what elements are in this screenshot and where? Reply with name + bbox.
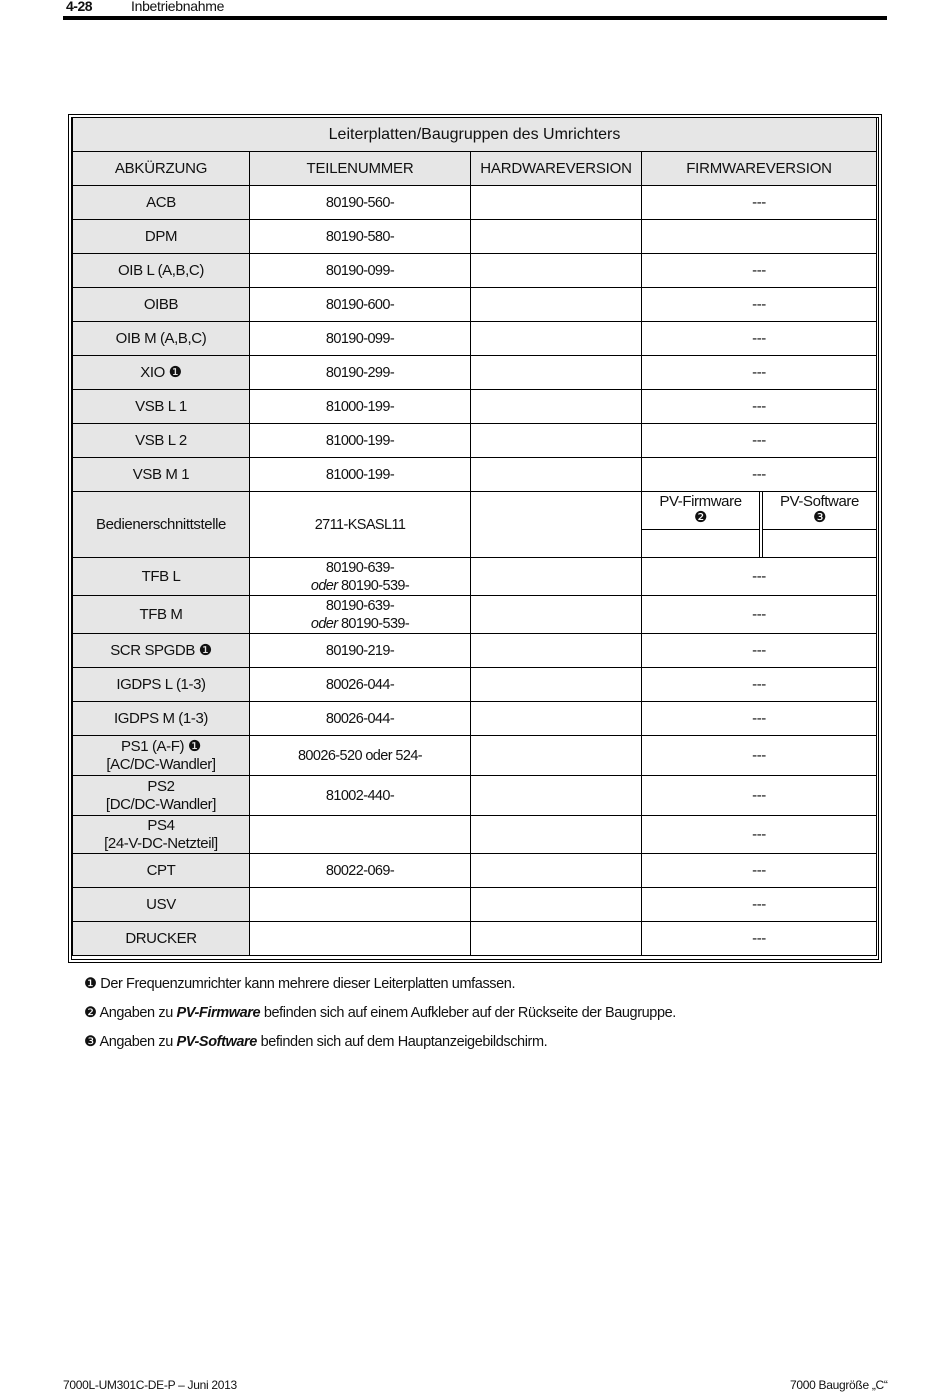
row-teilenummer: 80026-520 oder 524- [249,735,471,776]
column-header-teilenummer: TEILENUMMER [249,151,471,186]
row-teilenummer: 81000-199- [249,389,471,424]
teilenummer-or: oder [310,577,338,594]
row-firmwareversion: --- [641,355,877,390]
row-teilenummer: 80190-580- [249,219,471,254]
teilenummer-alt: 80190-539- [340,615,410,632]
row-abkuerzung: IGDPS M (1-3) [72,701,250,736]
row-firmwareversion: --- [641,921,877,956]
table-title: Leiterplatten/Baugruppen des Umrichters [72,117,877,152]
row-hardwareversion [470,491,642,558]
row-hardwareversion [470,557,642,596]
row-abkuerzung: USV [72,887,250,922]
row-firmwareversion: --- [641,775,877,816]
row-teilenummer: 80022-069- [249,853,471,888]
row-abkuerzung: IGDPS L (1-3) [72,667,250,702]
row-teilenummer: 80190-099- [249,321,471,356]
teilenummer-line: 80190-639- [325,597,395,614]
pv-firmware-marker: ❷ [693,509,708,526]
row-abkuerzung: OIB L (A,B,C) [72,253,250,288]
header-rule [63,16,887,20]
note-marker: ❶ [84,976,97,992]
row-hardwareversion [470,219,642,254]
teilenummer-or: oder [310,615,338,632]
pv-software-header [762,491,877,530]
row-teilenummer: 80190-099- [249,253,471,288]
row-abkuerzung: CPT [72,853,250,888]
footer-document-id: 7000L-UM301C-DE-P – Juni 2013 [63,1378,237,1392]
row-hardwareversion [470,321,642,356]
row-abkuerzung: DRUCKER [72,921,250,956]
row-firmwareversion: --- [641,595,877,634]
row-hardwareversion [470,253,642,288]
row-hardwareversion [470,423,642,458]
row-teilenummer: 80190-600- [249,287,471,322]
note-text: Angaben zu [99,1005,177,1021]
row-firmwareversion: --- [641,389,877,424]
row-abkuerzung: OIB M (A,B,C) [72,321,250,356]
row-abkuerzung: TFB L [72,557,250,596]
row-abkuerzung: OIBB [72,287,250,322]
pv-firmware-value [641,529,760,558]
column-header-firmwareversion: FIRMWAREVERSION [641,151,877,186]
pv-software-label: PV-Software [780,493,859,510]
row-teilenummer [249,921,471,956]
row-abkuerzung: Bedienerschnittstelle [72,491,250,558]
row-abkuerzung: VSB M 1 [72,457,250,492]
row-teilenummer: 80190-560- [249,185,471,220]
row-hardwareversion [470,775,642,816]
row-hardwareversion [470,921,642,956]
abkuerzung-line: PS1 (A-F) ❶ [121,737,201,755]
row-abkuerzung: VSB L 1 [72,389,250,424]
pv-software-marker: ❸ [812,509,827,526]
row-teilenummer: 80190-299- [249,355,471,390]
row-abkuerzung [72,735,250,776]
row-hardwareversion [470,595,642,634]
row-teilenummer: 80026-044- [249,701,471,736]
row-firmwareversion: --- [641,321,877,356]
abkuerzung-line: PS4 [147,816,175,834]
note-2 [84,1005,676,1021]
row-teilenummer: 2711-KSASL11 [249,491,471,558]
note-emphasis: PV-Firmware [176,1005,261,1021]
row-abkuerzung: DPM [72,219,250,254]
row-teilenummer: 81000-199- [249,423,471,458]
note-text: Angaben zu [99,1034,177,1050]
row-firmwareversion: --- [641,815,877,854]
note-3 [84,1034,547,1050]
row-firmwareversion: --- [641,185,877,220]
row-firmwareversion: --- [641,667,877,702]
row-hardwareversion [470,701,642,736]
section-title: Inbetriebnahme [131,0,225,14]
row-firmwareversion: --- [641,423,877,458]
row-hardwareversion [470,457,642,492]
note-1 [84,976,515,992]
row-abkuerzung: ACB [72,185,250,220]
pv-software-value [762,529,877,558]
note-emphasis: PV-Software [176,1034,257,1050]
note-text: befinden sich auf einem Aufkleber auf der Rückseite der Baugruppe. [260,1005,676,1021]
teilenummer-alt: 80190-539- [340,577,410,594]
teilenummer-line [311,615,409,633]
abkuerzung-line: [24-V-DC-Netzteil] [104,834,218,852]
row-hardwareversion [470,389,642,424]
row-teilenummer: 80190-219- [249,633,471,668]
row-hardwareversion [470,735,642,776]
page-number: 4-28 [66,0,93,14]
row-hardwareversion [470,815,642,854]
pv-firmware-header [641,491,760,530]
row-abkuerzung: SCR SPGDB ❶ [72,633,250,668]
row-abkuerzung [72,775,250,816]
teilenummer-line: 80190-639- [325,559,395,576]
footer-product: 7000 Baugröße „C“ [790,1378,888,1392]
abkuerzung-line: PS2 [147,777,175,795]
note-marker: ❷ [84,1005,97,1021]
note-text: Der Frequenzumrichter kann mehrere dieser Leiterplatten umfassen. [100,976,516,992]
row-teilenummer [249,815,471,854]
column-header-abkuerzung: ABKÜRZUNG [72,151,250,186]
row-hardwareversion [470,355,642,390]
pv-firmware-label: PV-Firmware [659,493,742,510]
row-hardwareversion [470,185,642,220]
row-teilenummer: 81000-199- [249,457,471,492]
row-firmwareversion: --- [641,853,877,888]
abkuerzung-line: [DC/DC-Wandler] [105,795,217,813]
row-firmwareversion: --- [641,735,877,776]
row-firmwareversion: --- [641,701,877,736]
row-hardwareversion [470,887,642,922]
row-hardwareversion [470,633,642,668]
row-abkuerzung: VSB L 2 [72,423,250,458]
row-hardwareversion [470,667,642,702]
column-header-hardwareversion: HARDWAREVERSION [470,151,642,186]
row-firmwareversion: --- [641,253,877,288]
row-abkuerzung: TFB M [72,595,250,634]
note-text: befinden sich auf dem Hauptanzeigebildschirm. [256,1034,548,1050]
row-firmwareversion: --- [641,287,877,322]
row-teilenummer [249,887,471,922]
row-firmwareversion: --- [641,557,877,596]
row-teilenummer: 81002-440- [249,775,471,816]
row-teilenummer: 80026-044- [249,667,471,702]
note-marker: ❸ [84,1034,97,1050]
abkuerzung-line: [AC/DC-Wandler] [106,755,216,773]
row-teilenummer [249,595,471,634]
row-hardwareversion [470,287,642,322]
row-firmwareversion: --- [641,457,877,492]
row-firmwareversion [641,219,877,254]
row-abkuerzung: XIO ❶ [72,355,250,390]
row-abkuerzung [72,815,250,854]
row-hardwareversion [470,853,642,888]
row-firmwareversion: --- [641,887,877,922]
row-teilenummer [249,557,471,596]
teilenummer-line [311,577,409,595]
row-firmwareversion: --- [641,633,877,668]
